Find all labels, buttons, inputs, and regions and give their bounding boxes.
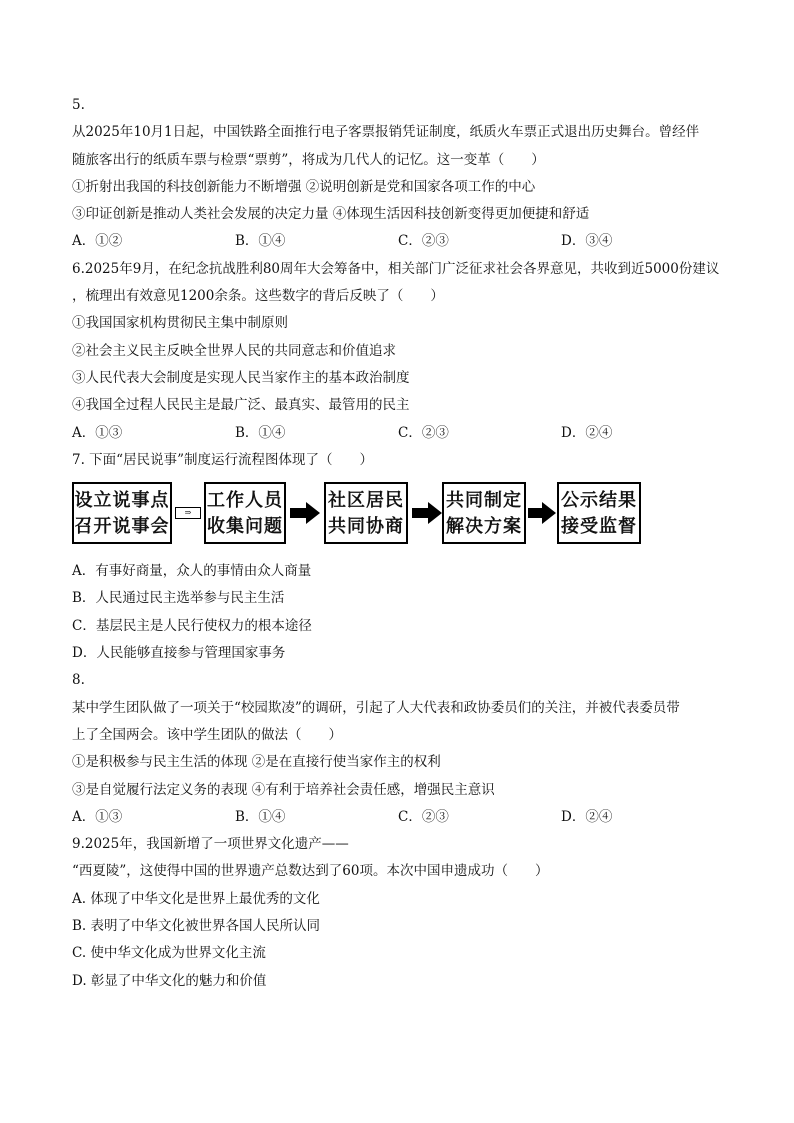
option-a: A．①③ <box>72 808 123 825</box>
flow-step-1: 设立说事点 召开说事会 <box>72 482 172 544</box>
question-5 <box>72 92 732 256</box>
option-d: D．②④ <box>561 424 613 441</box>
arrow-icon <box>528 502 556 524</box>
flow-step-4: 共同制定 解决方案 <box>442 482 526 544</box>
option-c: C．②③ <box>398 424 449 441</box>
question-9 <box>72 831 732 995</box>
flow-step-5: 公示结果 接受监督 <box>557 482 641 544</box>
question-stem: 7. 下面“居民说事”制度运行流程图体现了（ ） <box>72 451 373 468</box>
question-stem: 某中学生团队做了一项关于“校园欺凌”的调研，引起了人大代表和政协委员们的关注，并被代表委员带 <box>72 699 680 716</box>
question-stem: 9.2025年，我国新增了一项世界文化遗产—— <box>72 836 349 853</box>
answer-options <box>72 420 732 447</box>
statement-line: ④我国全过程人民民主是最广泛、最真实、最管用的民主 <box>72 397 410 414</box>
statement-line: ②社会主义民主反映全世界人民的共同意志和价值追求 <box>72 342 396 359</box>
option-d: D．③④ <box>561 233 613 250</box>
question-6 <box>72 256 732 447</box>
option-c: C．基层民主是人民行使权力的根本途径 <box>72 617 312 634</box>
option-b: B. 表明了中华文化被世界各国人民所认同 <box>72 918 321 935</box>
option-b: B．人民通过民主选举参与民主生活 <box>72 590 285 607</box>
option-a: A. 体现了中华文化是世界上最优秀的文化 <box>72 890 320 907</box>
statement-line: ③是自觉履行法定义务的表现 ④有利于培养社会责任感，增强民主意识 <box>72 781 495 798</box>
option-d: D．人民能够直接参与管理国家事务 <box>72 645 286 662</box>
answer-options <box>72 804 732 831</box>
option-d: D．②④ <box>561 808 613 825</box>
statement-line: ①折射出我国的科技创新能力不断增强 ②说明创新是党和国家各项工作的中心 <box>72 178 536 195</box>
statement-line: ①是积极参与民主生活的体现 ②是在直接行使当家作主的权利 <box>72 754 441 771</box>
arrow-icon <box>412 502 442 524</box>
flowchart <box>72 482 732 552</box>
statement-line: ③印证创新是推动人类社会发展的决定力量 ④体现生活因科技创新变得更加便捷和舒适 <box>72 206 590 223</box>
statement-line: ③人民代表大会制度是实现人民当家作主的基本政治制度 <box>72 369 410 386</box>
question-stem: ，梳理出有效意见1200余条。这些数字的背后反映了（ ） <box>72 288 444 305</box>
statement-line: ①我国国家机构贯彻民主集中制原则 <box>72 315 288 332</box>
answer-options <box>72 228 732 255</box>
option-c: C．②③ <box>398 233 449 250</box>
question-8 <box>72 667 732 831</box>
option-c: C．②③ <box>398 808 449 825</box>
option-b: B．①④ <box>235 233 286 250</box>
arrow-icon: ⇒ <box>175 507 201 519</box>
option-a: A．有事好商量，众人的事情由众人商量 <box>72 563 312 580</box>
flow-step-3: 社区居民 共同协商 <box>324 482 408 544</box>
option-c: C. 使中华文化成为世界文化主流 <box>72 945 266 962</box>
question-number: 8. <box>72 672 85 689</box>
exam-page <box>72 92 732 995</box>
option-b: B．①④ <box>235 424 286 441</box>
question-stem: 6.2025年9月，在纪念抗战胜利80周年大会筹备中，相关部门广泛征求社会各界意见，共收到近5000份建议 <box>72 260 720 277</box>
question-stem: 上了全国两会。该中学生团队的做法（ ） <box>72 726 342 743</box>
question-stem: 随旅客出行的纸质车票与检票“票剪”，将成为几代人的记忆。这一变革（ ） <box>72 151 545 168</box>
option-a: A．①③ <box>72 424 123 441</box>
question-stem: “西夏陵”，这使得中国的世界遗产总数达到了60项。本次中国申遗成功（ ） <box>72 863 549 880</box>
option-a: A．①② <box>72 233 123 250</box>
question-number: 5. <box>72 97 85 113</box>
option-b: B．①④ <box>235 808 286 825</box>
arrow-icon <box>290 502 320 524</box>
question-7 <box>72 447 732 667</box>
option-d: D. 彰显了中华文化的魅力和价值 <box>72 972 267 989</box>
flow-step-2: 工作人员 收集问题 <box>204 482 286 544</box>
question-stem: 从2025年10月1日起，中国铁路全面推行电子客票报销凭证制度，纸质火车票正式退出历史舞台。曾经伴 <box>72 124 700 141</box>
